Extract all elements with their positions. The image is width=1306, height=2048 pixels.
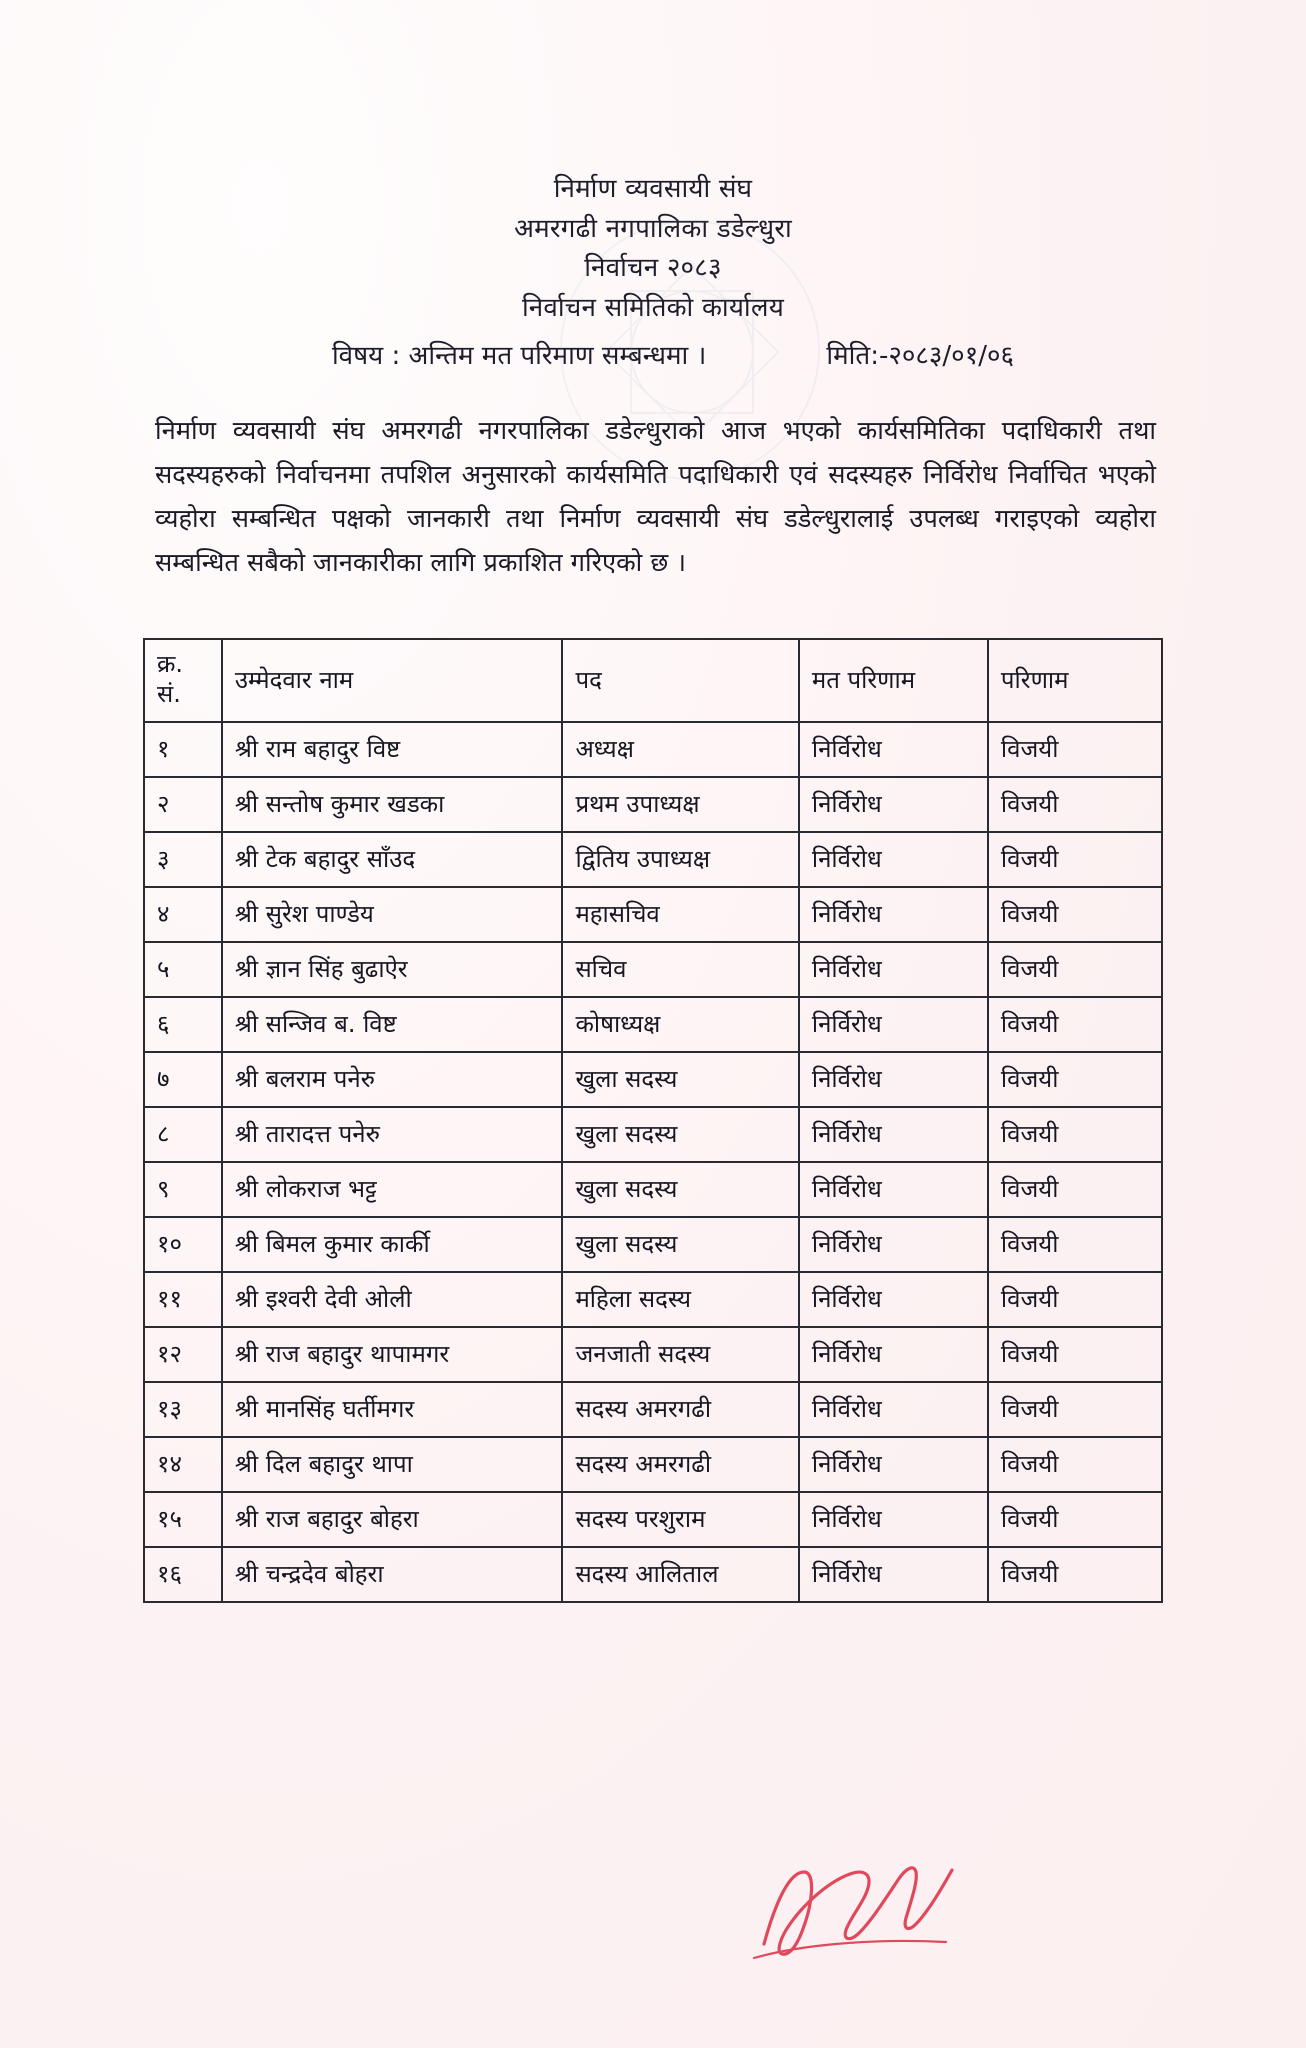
- cell-candidate-name: श्री टेक बहादुर साँउद: [222, 832, 563, 887]
- cell-result: विजयी: [988, 887, 1162, 942]
- table-row: [144, 942, 1162, 997]
- cell-serial: ७: [144, 1052, 222, 1107]
- cell-candidate-name: श्री राज बहादुर बोहरा: [222, 1492, 563, 1547]
- cell-result: विजयी: [988, 832, 1162, 887]
- header-line-municipality: अमरगढी नगपालिका डडेल्धुरा: [514, 213, 792, 244]
- cell-result: विजयी: [988, 722, 1162, 777]
- cell-post: सदस्य परशुराम: [562, 1492, 798, 1547]
- cell-serial: ८: [144, 1107, 222, 1162]
- cell-vote-result: निर्विरोध: [799, 1107, 988, 1162]
- cell-post: महिला सदस्य: [562, 1272, 798, 1327]
- column-header-serial-line2: सं.: [157, 680, 181, 709]
- header-line-election-year: निर्वाचन २०८३: [584, 253, 722, 284]
- cell-post: अध्यक्ष: [562, 722, 798, 777]
- table-row: [144, 1272, 1162, 1327]
- cell-result: विजयी: [988, 1107, 1162, 1162]
- table-body: [144, 722, 1162, 1602]
- cell-serial: ४: [144, 887, 222, 942]
- cell-candidate-name: श्री मानसिंह घर्तीमगर: [222, 1382, 563, 1437]
- cell-vote-result: निर्विरोध: [799, 1382, 988, 1437]
- table-row: [144, 1107, 1162, 1162]
- cell-post: खुला सदस्य: [562, 1107, 798, 1162]
- cell-candidate-name: श्री बिमल कुमार कार्की: [222, 1217, 563, 1272]
- cell-post: सदस्य अमरगढी: [562, 1382, 798, 1437]
- cell-result: विजयी: [988, 1272, 1162, 1327]
- cell-serial: ११: [144, 1272, 222, 1327]
- table-row: [144, 1217, 1162, 1272]
- column-header-post: पद: [562, 639, 798, 722]
- column-header-candidate-name: उम्मेदवार नाम: [222, 639, 563, 722]
- table-header-row: [144, 639, 1162, 722]
- cell-serial: ६: [144, 997, 222, 1052]
- cell-vote-result: निर्विरोध: [799, 1217, 988, 1272]
- column-header-vote-result: मत परिणाम: [799, 639, 988, 722]
- cell-candidate-name: श्री तारादत्त पनेरु: [222, 1107, 563, 1162]
- table-row: [144, 1327, 1162, 1382]
- cell-candidate-name: श्री चन्द्रदेव बोहरा: [222, 1547, 563, 1602]
- cell-vote-result: निर्विरोध: [799, 1162, 988, 1217]
- cell-candidate-name: श्री लोकराज भट्ट: [222, 1162, 563, 1217]
- table-row: [144, 777, 1162, 832]
- cell-post: प्रथम उपाध्यक्ष: [562, 777, 798, 832]
- cell-vote-result: निर्विरोध: [799, 1492, 988, 1547]
- cell-serial: ५: [144, 942, 222, 997]
- cell-result: विजयी: [988, 1327, 1162, 1382]
- cell-result: विजयी: [988, 777, 1162, 832]
- cell-post: कोषाध्यक्ष: [562, 997, 798, 1052]
- signature-mark: [746, 1826, 1006, 1976]
- cell-post: सचिव: [562, 942, 798, 997]
- cell-vote-result: निर्विरोध: [799, 1547, 988, 1602]
- cell-result: विजयी: [988, 1382, 1162, 1437]
- cell-post: सदस्य आलिताल: [562, 1547, 798, 1602]
- cell-vote-result: निर्विरोध: [799, 777, 988, 832]
- cell-vote-result: निर्विरोध: [799, 997, 988, 1052]
- cell-result: विजयी: [988, 1217, 1162, 1272]
- table-row: [144, 1052, 1162, 1107]
- cell-candidate-name: श्री सुरेश पाण्डेय: [222, 887, 563, 942]
- cell-serial: १३: [144, 1382, 222, 1437]
- cell-candidate-name: श्री राज बहादुर थापामगर: [222, 1327, 563, 1382]
- cell-vote-result: निर्विरोध: [799, 722, 988, 777]
- cell-candidate-name: श्री बलराम पनेरु: [222, 1052, 563, 1107]
- cell-serial: १: [144, 722, 222, 777]
- column-header-serial-line1: क्र.: [157, 649, 184, 678]
- column-header-serial: [144, 639, 222, 722]
- document-date: मिति:-२०८३/०१/०६: [826, 341, 1015, 372]
- cell-vote-result: निर्विरोध: [799, 1327, 988, 1382]
- table-row: [144, 1162, 1162, 1217]
- table-row: [144, 1492, 1162, 1547]
- cell-vote-result: निर्विरोध: [799, 1272, 988, 1327]
- cell-candidate-name: श्री दिल बहादुर थापा: [222, 1437, 563, 1492]
- cell-candidate-name: श्री ज्ञान सिंह बुढाऐर: [222, 942, 563, 997]
- header-line-organisation: निर्माण व्यवसायी संघ: [553, 174, 753, 204]
- cell-post: खुला सदस्य: [562, 1217, 798, 1272]
- cell-result: विजयी: [988, 1547, 1162, 1602]
- cell-post: महासचिव: [562, 887, 798, 942]
- cell-serial: १४: [144, 1437, 222, 1492]
- table-row: [144, 1547, 1162, 1602]
- cell-vote-result: निर्विरोध: [799, 832, 988, 887]
- cell-result: विजयी: [988, 997, 1162, 1052]
- cell-serial: १२: [144, 1327, 222, 1382]
- cell-candidate-name: श्री राम बहादुर विष्ट: [222, 722, 563, 777]
- cell-serial: २: [144, 777, 222, 832]
- cell-vote-result: निर्विरोध: [799, 1052, 988, 1107]
- cell-serial: १५: [144, 1492, 222, 1547]
- body-paragraph: निर्माण व्यवसायी संघ अमरगढी नगरपालिका डडेल्धुराको आज भएको कार्यसमितिका पदाधिकारी तथा सदस्यहरुको निर्वाचनमा तपशिल अनुसारको कार्यसमिति पदाधिकारी एवं सदस्यहरु निर्विरोध निर्वाचित भएको व्यहोरा सम्बन्धित पक्षको जानकारी तथा निर्माण व्यवसायी संघ डडेल्धुरालाई उपलब्ध गराइएको व्यहोरा सम्बन्धित सबैको जानकारीका लागि प्रकाशित गरिएको छ ।: [155, 416, 1156, 578]
- cell-post: सदस्य अमरगढी: [562, 1437, 798, 1492]
- cell-post: जनजाती सदस्य: [562, 1327, 798, 1382]
- cell-candidate-name: श्री सन्जिव ब. विष्ट: [222, 997, 563, 1052]
- cell-result: विजयी: [988, 1162, 1162, 1217]
- header-line-office: निर्वाचन समितिको कार्यालय: [522, 292, 784, 323]
- cell-vote-result: निर्विरोध: [799, 1437, 988, 1492]
- column-header-result: परिणाम: [988, 639, 1162, 722]
- cell-serial: ३: [144, 832, 222, 887]
- cell-serial: १०: [144, 1217, 222, 1272]
- cell-serial: ९: [144, 1162, 222, 1217]
- subject-text: विषय : अन्तिम मत परिमाण सम्बन्धमा ।: [331, 341, 707, 372]
- election-results-table: [143, 638, 1163, 1603]
- cell-post: खुला सदस्य: [562, 1162, 798, 1217]
- cell-candidate-name: श्री इश्वरी देवी ओली: [222, 1272, 563, 1327]
- document-header: [0, 0, 1306, 372]
- cell-serial: १६: [144, 1547, 222, 1602]
- cell-candidate-name: श्री सन्तोष कुमार खडका: [222, 777, 563, 832]
- table-row: [144, 997, 1162, 1052]
- table-row: [144, 887, 1162, 942]
- cell-post: खुला सदस्य: [562, 1052, 798, 1107]
- cell-vote-result: निर्विरोध: [799, 942, 988, 997]
- table-row: [144, 722, 1162, 777]
- cell-result: विजयी: [988, 1492, 1162, 1547]
- cell-result: विजयी: [988, 942, 1162, 997]
- cell-post: द्वितिय उपाध्यक्ष: [562, 832, 798, 887]
- cell-vote-result: निर्विरोध: [799, 887, 988, 942]
- table-row: [144, 1382, 1162, 1437]
- cell-result: विजयी: [988, 1437, 1162, 1492]
- cell-result: विजयी: [988, 1052, 1162, 1107]
- table-row: [144, 1437, 1162, 1492]
- table-row: [144, 832, 1162, 887]
- subject-and-date-row: [0, 336, 1306, 372]
